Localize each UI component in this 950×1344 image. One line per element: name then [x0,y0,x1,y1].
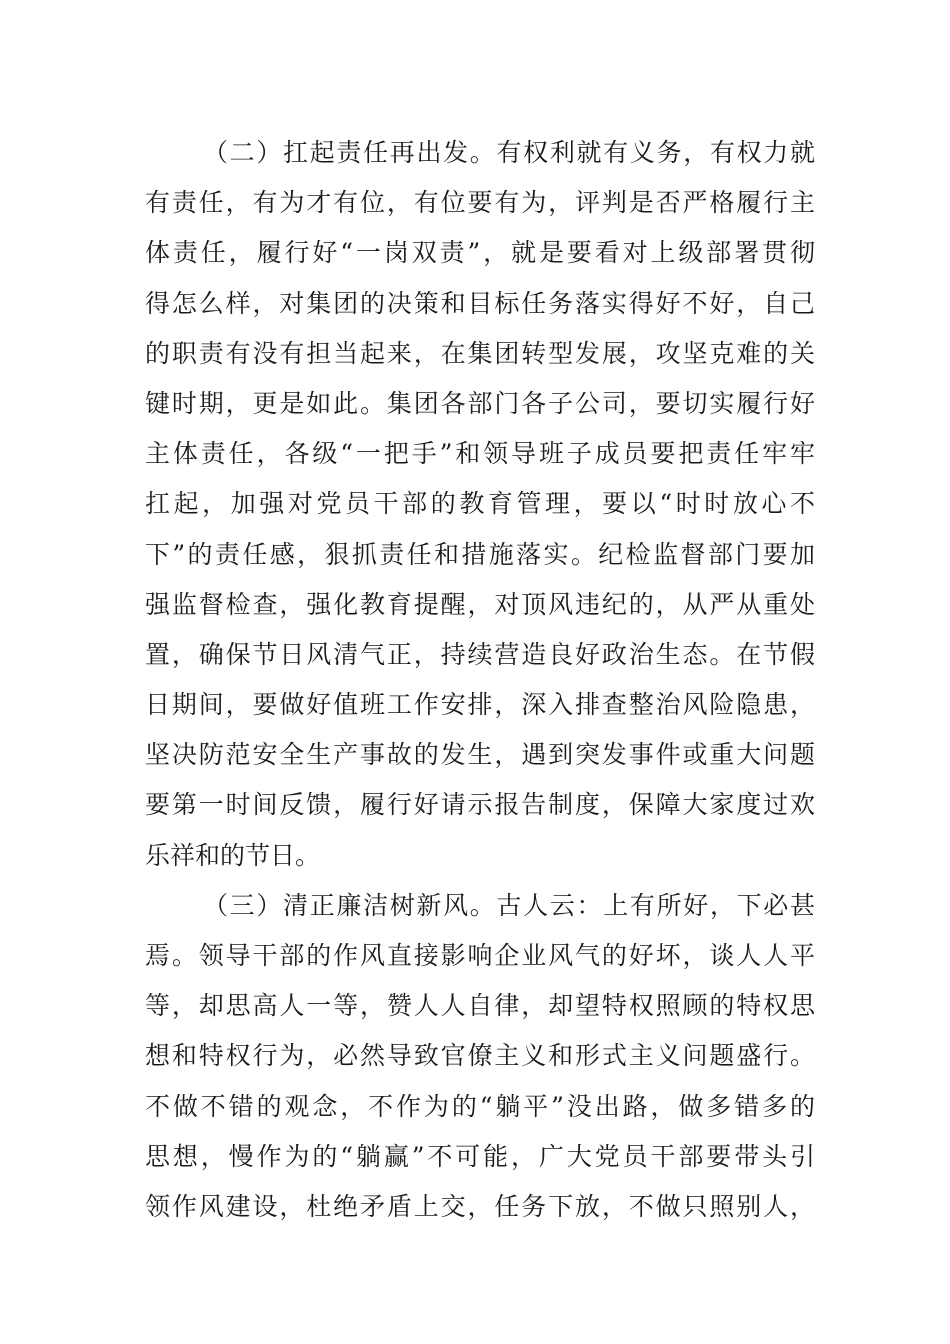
paragraph-line: 思想，慢作为的“躺赢”不可能，广大党员干部要带头引 [145,1141,815,1171]
paragraph-line: 的职责有没有担当起来，在集团转型发展，攻坚克难的关 [145,338,815,368]
document-body [145,128,815,1232]
paragraph-section-2 [145,128,815,881]
paragraph-line: 强监督检查，强化教育提醒，对顶风违纪的，从严从重处 [145,589,815,619]
paragraph-line: 主体责任，各级“一把手”和领导班子成员要把责任牢牢 [145,439,815,469]
paragraph-line: 坚决防范安全生产事故的发生，遇到突发事件或重大问题 [145,740,815,770]
paragraph-section-3 [145,881,815,1232]
paragraph-line: 有责任，有为才有位，有位要有为，评判是否严格履行主 [145,188,815,218]
paragraph-line: 焉。领导干部的作风直接影响企业风气的好坏，谈人人平 [145,941,815,970]
paragraph-line: 领作风建设，杜绝矛盾上交，任务下放，不做只照别人， [145,1191,815,1221]
paragraph-line: 下”的责任感，狠抓责任和措施落实。纪检监督部门要加 [145,539,815,569]
paragraph-line: 要第一时间反馈，履行好请示报告制度，保障大家度过欢 [145,790,815,820]
paragraph-line: （二）扛起责任再出发。有权利就有义务，有权力就 [203,138,815,167]
paragraph-line: （三）清正廉洁树新风。古人云：上有所好，下必甚 [203,890,815,920]
paragraph-line: 得怎么样，对集团的决策和目标任务落实得好不好，自己 [145,288,815,318]
paragraph-line: 置，确保节日风清气正，持续营造良好政治生态。在节假 [145,639,815,669]
paragraph-line: 扛起，加强对党员干部的教育管理，要以“时时放心不 [145,489,815,519]
paragraph-line: 日期间，要做好值班工作安排，深入排查整治风险隐患， [145,690,815,720]
paragraph-line: 不做不错的观念，不作为的“躺平”没出路，做多错多的 [145,1091,815,1121]
paragraph-line: 乐祥和的节日。 [145,840,321,870]
paragraph-line: 等，却思高人一等，赞人人自律，却望特权照顾的特权思 [145,991,815,1021]
paragraph-line: 键时期，更是如此。集团各部门各子公司，要切实履行好 [145,388,815,418]
paragraph-line: 体责任，履行好“一岗双责”，就是要看对上级部署贯彻 [145,238,815,268]
paragraph-line: 想和特权行为，必然导致官僚主义和形式主义问题盛行。 [145,1041,815,1071]
